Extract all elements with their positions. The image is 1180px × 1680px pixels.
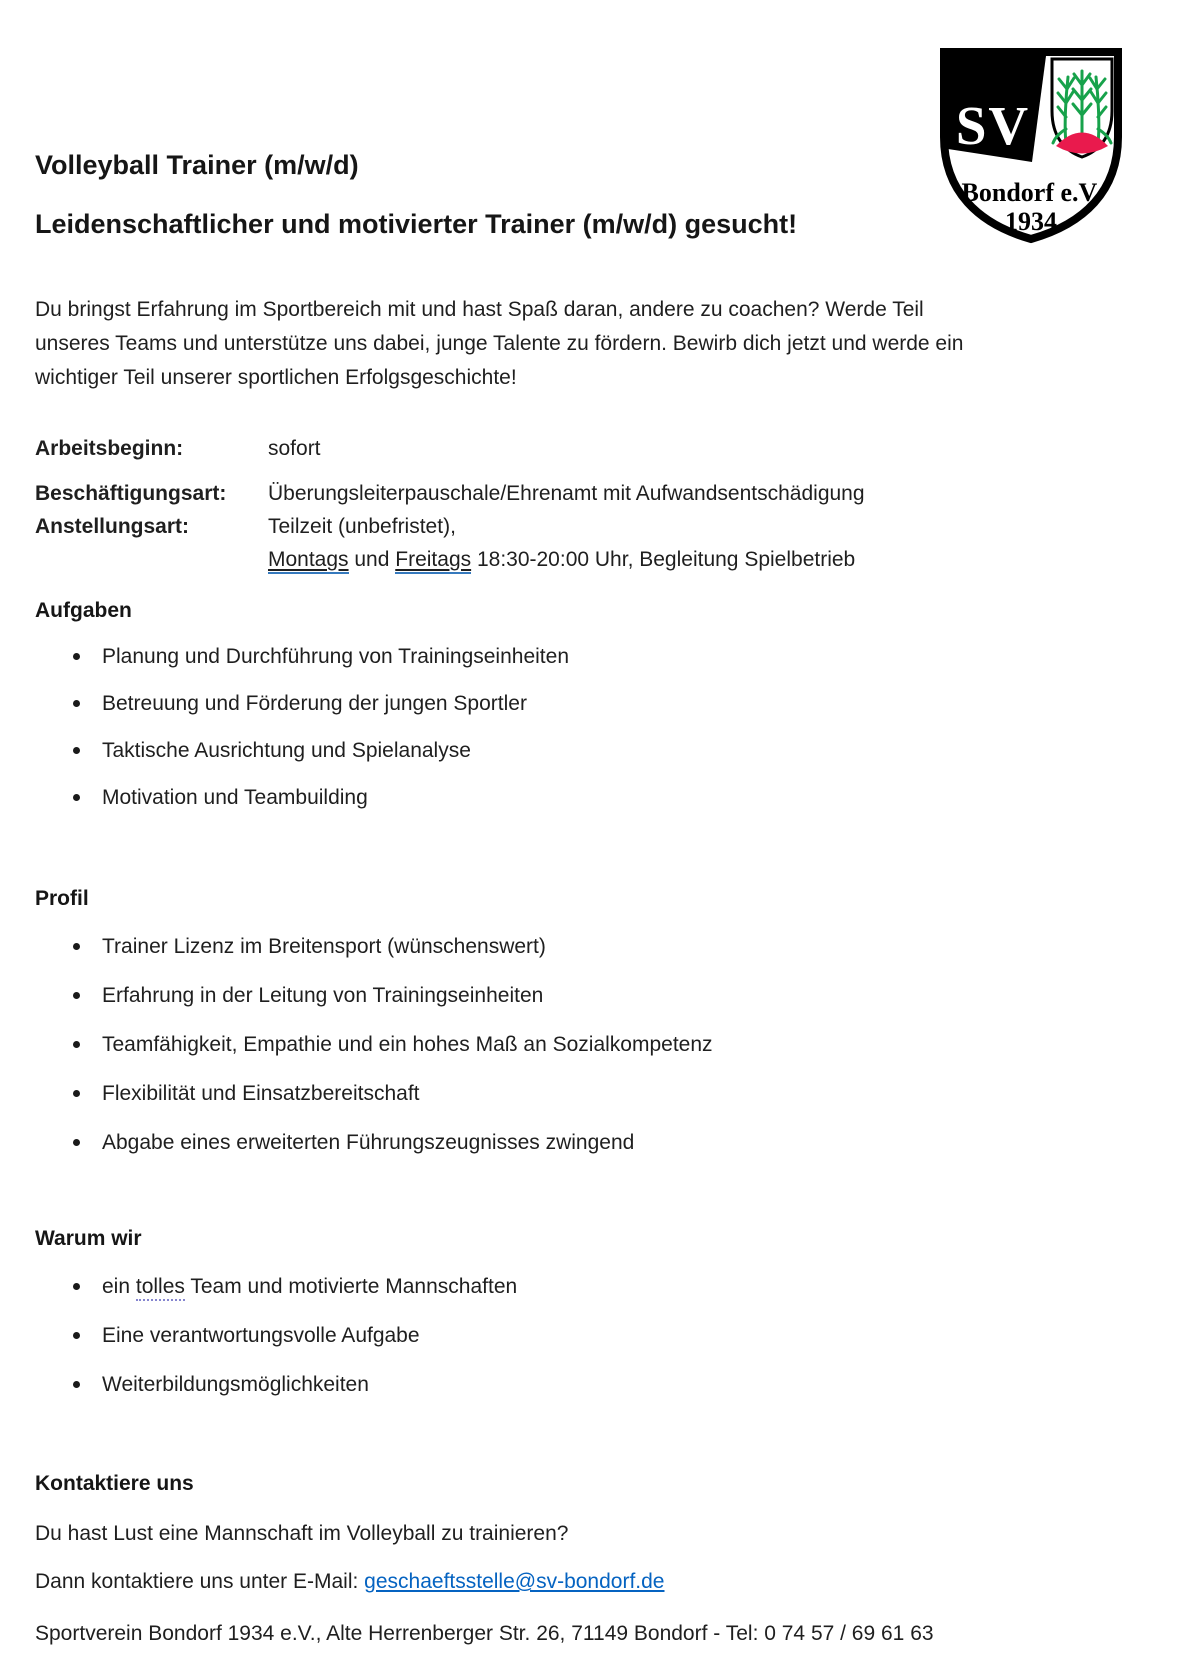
list-item: Betreuung und Förderung der jungen Sportler [35,687,569,720]
detail-label: Arbeitsbeginn: [35,437,184,460]
item-prefix: ein [102,1275,136,1298]
detail-label: Anstellungsart: [35,515,190,538]
detail-row-schedule [35,543,865,576]
list-item: Planung und Durchführung von Trainingseinheiten [35,640,569,673]
detail-label: Beschäftigungsart: [35,482,227,505]
list-item: Weiterbildungsmöglichkeiten [35,1368,517,1401]
item-suffix: Team und motivierte Mannschaften [184,1275,518,1298]
job-subtitle: Leidenschaftlicher und motivierter Trainer (m/w/d) gesucht! [35,209,798,239]
schedule-rest: 18:30-20:00 Uhr, Begleitung Spielbetrieb [471,548,856,571]
logo-club-name: Bondorf e.V. [961,178,1101,207]
schedule-word-montags: Montags [268,548,349,574]
list-item [35,1270,517,1303]
list-item: Motivation und Teambuilding [35,781,569,814]
schedule-word-freitags: Freitags [395,548,471,574]
intro-line: Du bringst Erfahrung im Sportbereich mit und hast Spaß daran, andere zu coachen? Werde Teil [35,298,924,321]
list-item: Erfahrung in der Leitung von Trainingseinheiten [35,979,713,1012]
list-item: Eine verantwortungsvolle Aufgabe [35,1319,517,1352]
list-item: Taktische Ausrichtung und Spielanalyse [35,734,569,767]
list-item: Trainer Lizenz im Breitensport (wünschenswert) [35,930,713,963]
section-aufgaben [35,594,569,828]
detail-row-anstellungsart [35,510,865,543]
profil-list [35,930,713,1159]
section-profil [35,882,713,1175]
list-item: Flexibilität und Einsatzbereitschaft [35,1077,713,1110]
job-title: Volleyball Trainer (m/w/d) [35,150,359,180]
warum-wir-list [35,1270,517,1401]
schedule-separator: und [348,548,396,571]
section-warum-wir [35,1222,517,1417]
detail-value: Teilzeit (unbefristet), [268,515,456,538]
schedule-text [268,543,865,576]
section-heading-aufgaben: Aufgaben [35,599,132,622]
list-item: Teamfähigkeit, Empathie und ein hohes Maß an Sozialkompetenz [35,1028,713,1061]
intro-line: unseres Teams und unterstütze uns dabei, junge Talente zu fördern. Bewirb dich jetzt und werde ein [35,332,964,355]
footer-address: Sportverein Bondorf 1934 e.V., Alte Herrenberger Str. 26, 71149 Bondorf - Tel: 0 74 57 / 69 61 63 [35,1622,934,1645]
detail-label-empty [35,543,268,576]
detail-value: Überungsleiterpauschale/Ehrenamt mit Aufwandsentschädigung [268,482,865,505]
item-highlight-word: tolles [136,1275,185,1301]
intro-paragraph [35,293,963,395]
logo-year: 1934 [1005,207,1057,236]
contact-email-line [35,1565,665,1598]
detail-row-beschaeftigungsart [35,477,865,510]
contact-question: Du hast Lust eine Mannschaft im Volleyball zu trainieren? [35,1522,569,1545]
section-kontakt [35,1467,665,1598]
list-item: Abgabe eines erweiterten Führungszeugnisses zwingend [35,1126,713,1159]
detail-value: sofort [268,437,321,460]
logo-initials: SV [955,95,1031,156]
section-heading-profil: Profil [35,887,89,910]
intro-line: wichtiger Teil unserer sportlichen Erfolgsgeschichte! [35,366,517,389]
contact-email-prefix: Dann kontaktiere uns unter E-Mail: [35,1570,365,1593]
section-heading-kontakt: Kontaktiere uns [35,1472,194,1495]
email-link[interactable]: geschaeftsstelle@sv-bondorf.de [364,1570,665,1593]
section-heading-warum-wir: Warum wir [35,1227,142,1250]
detail-row-arbeitsbeginn [35,432,865,465]
aufgaben-list [35,640,569,814]
job-details [35,432,865,576]
club-logo-icon [935,45,1127,247]
